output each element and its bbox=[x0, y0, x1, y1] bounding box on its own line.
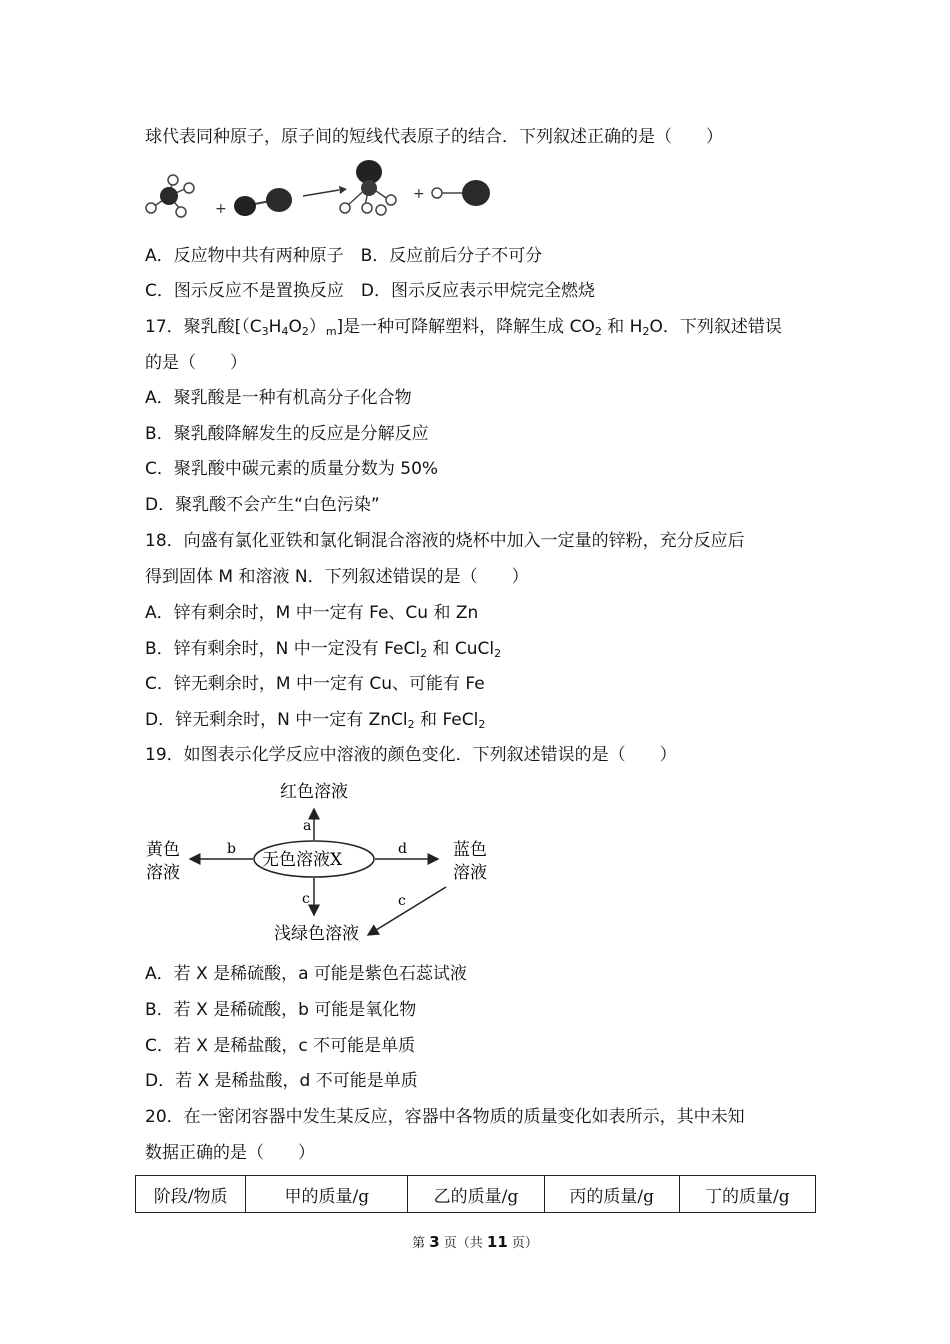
q17-option-d: D．聚乳酸不会产生“白色污染” bbox=[145, 495, 380, 515]
q18-option-c: C．锌无剩余时，M 中一定有 Cu、可能有 Fe bbox=[145, 674, 485, 694]
q17-stem-line2: 的是（ ） bbox=[145, 353, 247, 373]
q17-option-c: C．聚乳酸中碳元素的质量分数为 50% bbox=[145, 459, 439, 479]
q18-option-d: D．锌无剩余时，N 中一定有 ZnCl$_2$ 和 FeCl$_2$ bbox=[145, 710, 486, 731]
table-header-row bbox=[136, 1176, 816, 1213]
table-header-cell: 甲的质量/g bbox=[246, 1176, 408, 1213]
label-arrow-a: a bbox=[303, 818, 312, 834]
molecule-reaction-figure bbox=[143, 160, 503, 222]
label-blue-line2: 溶液 bbox=[453, 863, 487, 883]
table-header-cell: 阶段/物质 bbox=[136, 1176, 246, 1213]
q18-option-a: A．锌有剩余时，M 中一定有 Fe、Cu 和 Zn bbox=[145, 603, 479, 623]
label-yellow-line2: 溶液 bbox=[146, 863, 180, 883]
table-header-cell: 丙的质量/g bbox=[544, 1176, 679, 1213]
label-arrow-b: b bbox=[227, 841, 236, 857]
q17-option-b: B．聚乳酸降解发生的反应是分解反应 bbox=[145, 424, 429, 444]
label-yellow-line1: 黄色 bbox=[146, 840, 180, 860]
table-header-cell: 丁的质量/g bbox=[679, 1176, 815, 1213]
mass-table bbox=[135, 1175, 816, 1213]
page-footer: 第 3 页（共 11 页） bbox=[412, 1233, 538, 1251]
label-center-x: 无色溶液X bbox=[262, 850, 343, 870]
label-arrow-d: d bbox=[398, 841, 407, 857]
q19-stem: 19．如图表示化学反应中溶液的颜色变化．下列叙述错误的是（ ） bbox=[145, 745, 677, 765]
q19-option-a: A．若 X 是稀硫酸，a 可能是紫色石蕊试液 bbox=[145, 964, 467, 984]
q19-option-c: C．若 X 是稀盐酸，c 不可能是单质 bbox=[145, 1036, 416, 1056]
svg-text:+: + bbox=[413, 186, 425, 202]
label-red-solution: 红色溶液 bbox=[280, 782, 348, 802]
q18-stem-line2: 得到固体 M 和溶液 N．下列叙述错误的是（ ） bbox=[145, 567, 529, 587]
q16-stem: 球代表同种原子，原子间的短线代表原子的结合．下列叙述正确的是（ ） bbox=[145, 127, 723, 147]
q16-options-ab: A．反应物中共有两种原子 B．反应前后分子不可分 bbox=[145, 246, 543, 266]
label-arrow-c2: c bbox=[398, 893, 406, 909]
q18-option-b: B．锌有剩余时，N 中一定没有 FeCl$_2$ 和 CuCl$_2$ bbox=[145, 639, 502, 660]
table-header-cell: 乙的质量/g bbox=[408, 1176, 544, 1213]
q16-options-cd: C．图示反应不是置换反应 D．图示反应表示甲烷完全燃烧 bbox=[145, 281, 595, 301]
q19-option-d: D．若 X 是稀盐酸，d 不可能是单质 bbox=[145, 1071, 418, 1091]
q18-stem: 18．向盛有氯化亚铁和氯化铜混合溶液的烧杯中加入一定量的锌粉，充分反应后 bbox=[145, 531, 745, 551]
color-change-diagram bbox=[140, 775, 500, 945]
q20-stem: 20．在一密闭容器中发生某反应，容器中各物质的质量变化如表所示，其中未知 bbox=[145, 1107, 745, 1127]
q19-option-b: B．若 X 是稀硫酸，b 可能是氧化物 bbox=[145, 1000, 417, 1020]
svg-text:+: + bbox=[215, 201, 227, 217]
arrow-blue-to-green bbox=[368, 887, 446, 935]
label-arrow-c: c bbox=[302, 891, 310, 907]
q17-stem: 17．聚乳酸$[(C_3H_4O_2)_m]$是一种可降解塑料，降解生成 $CO_2$ 和 $H_2O$．下列叙述错误 bbox=[145, 317, 782, 338]
label-lightgreen-solution: 浅绿色溶液 bbox=[274, 924, 359, 944]
label-blue-line1: 蓝色 bbox=[453, 840, 487, 860]
q17-option-a: A．聚乳酸是一种有机高分子化合物 bbox=[145, 388, 412, 408]
q20-stem-line2: 数据正确的是（ ） bbox=[145, 1143, 315, 1163]
